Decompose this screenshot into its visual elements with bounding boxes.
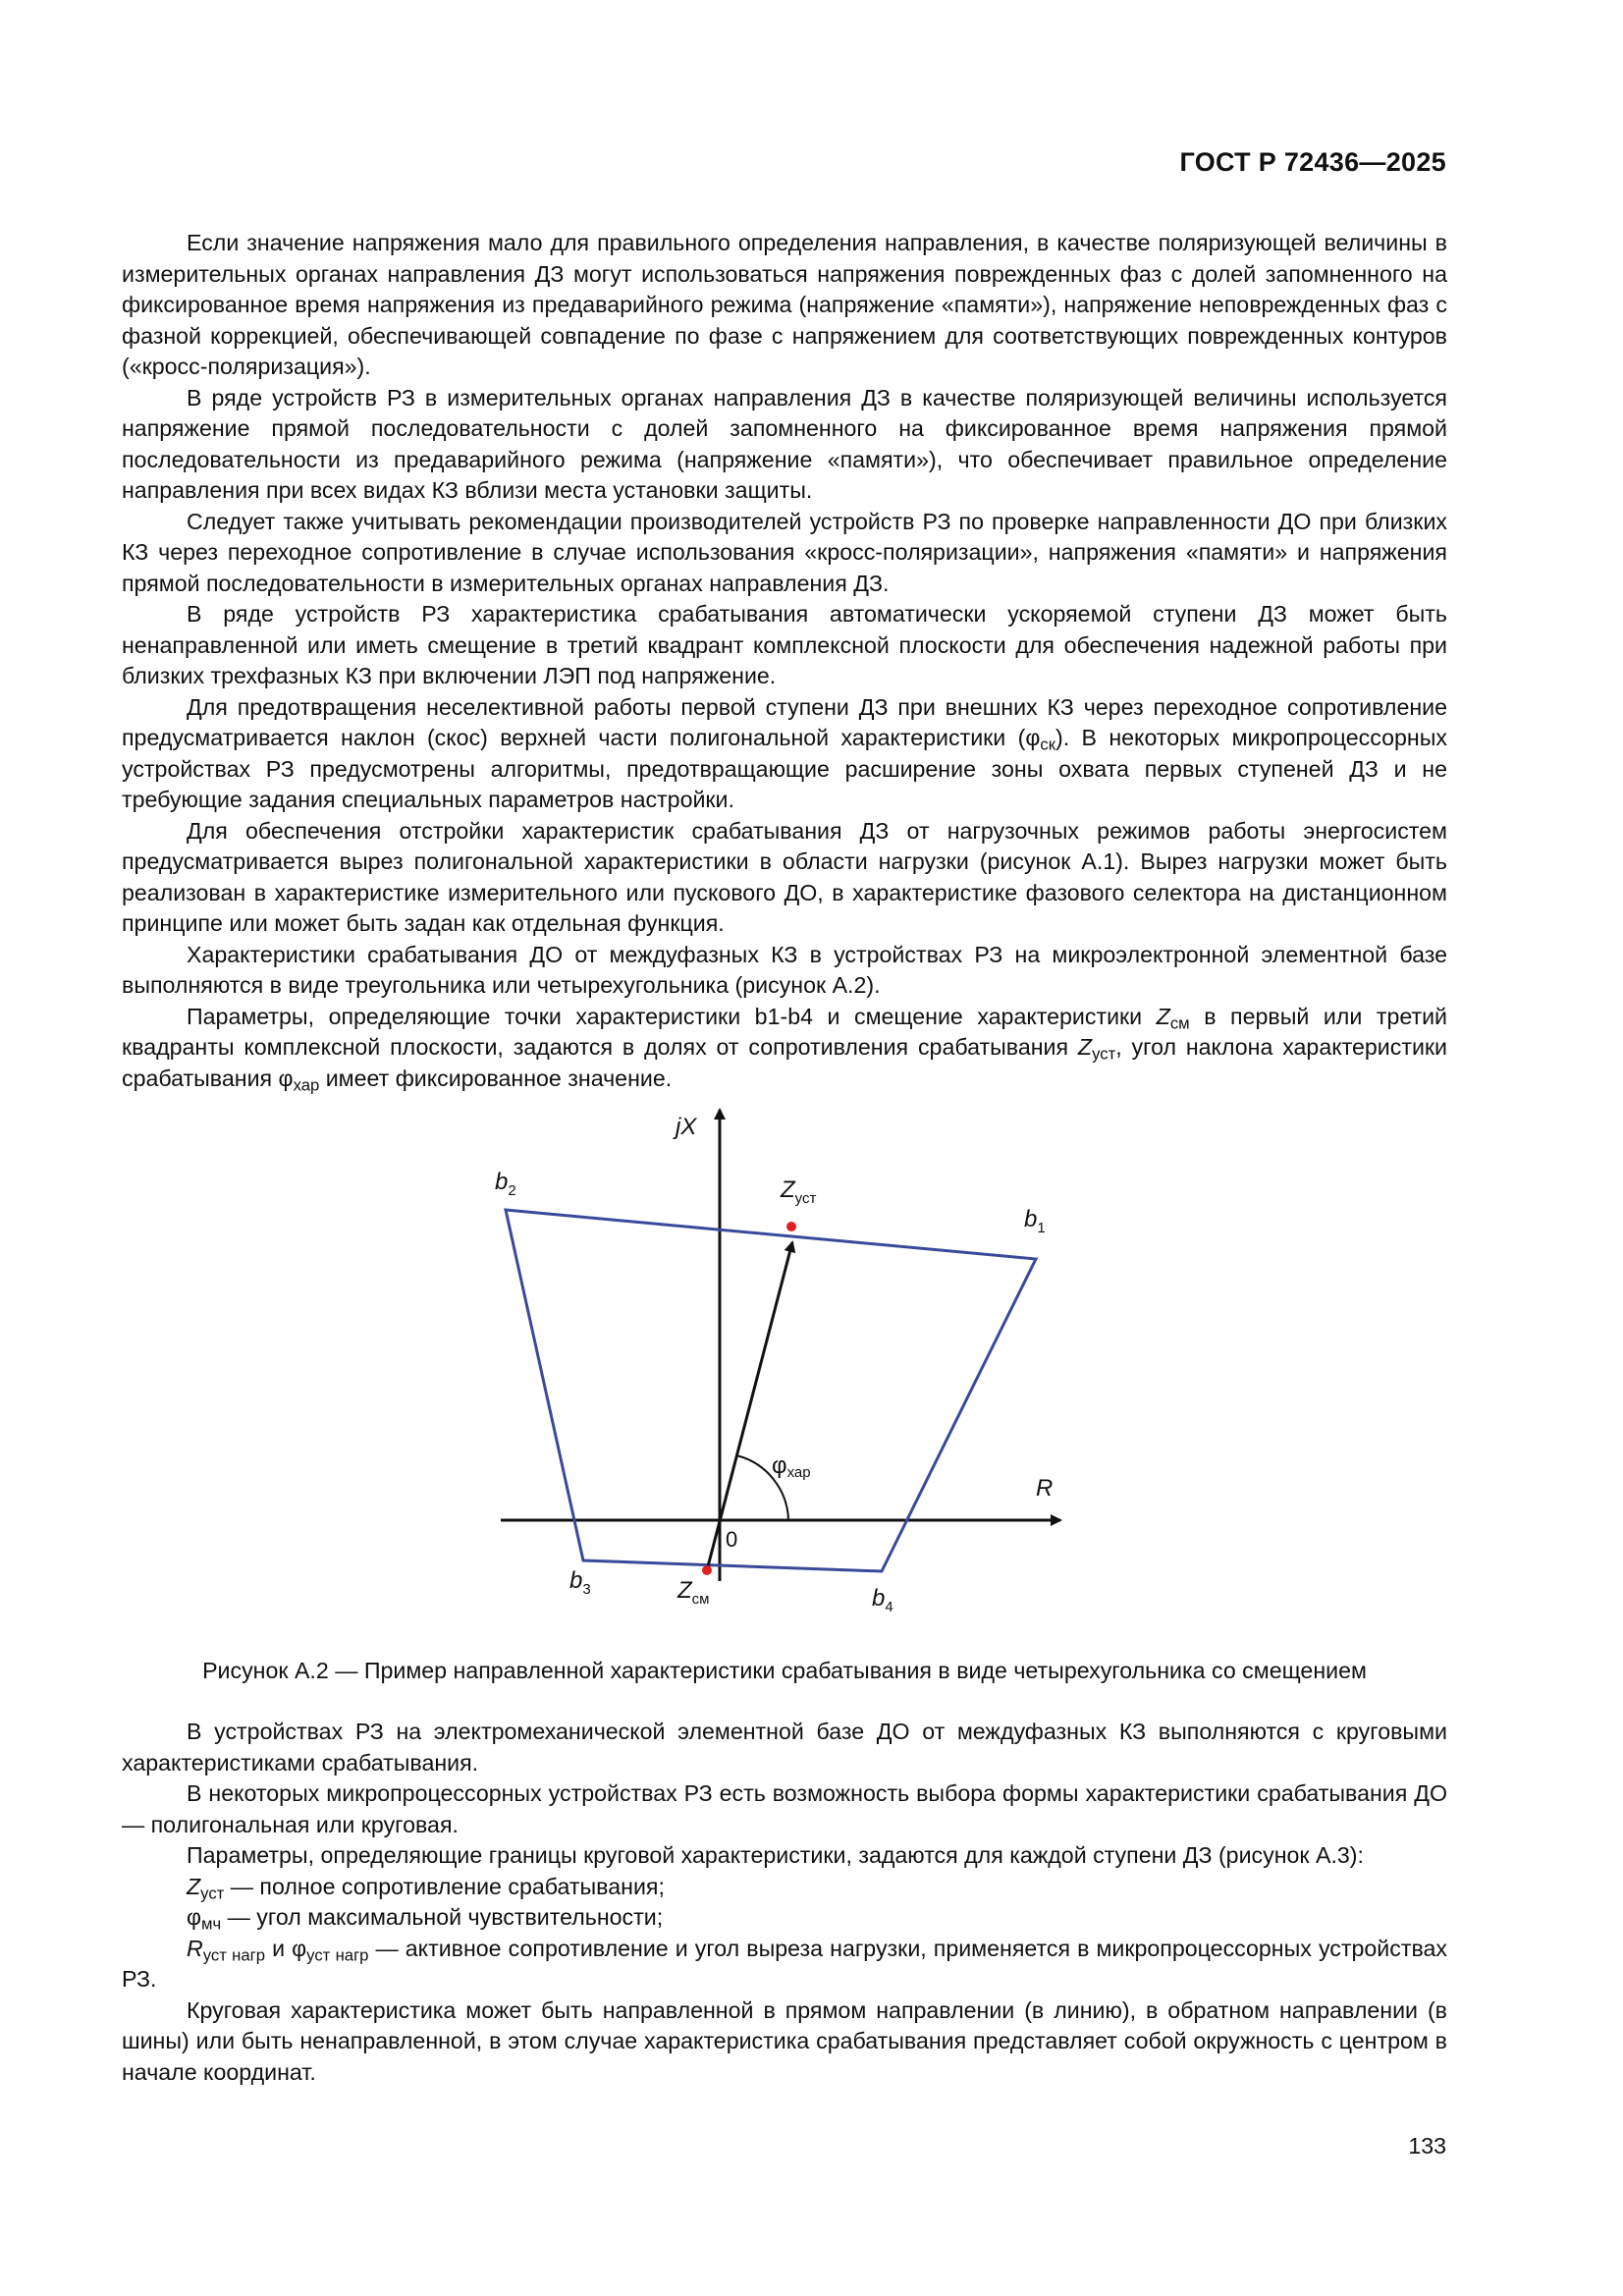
body-text-top [122, 228, 1447, 1094]
b1-label: $b_1$ [1024, 1206, 1046, 1236]
paragraph-8-part-b: в первый или третий квадранты комплексной плоскости, задаются в долях от сопротивления срабатывания [122, 1003, 1447, 1060]
paragraph-9: В устройствах РЗ на электромеханической элементной базе ДО от междуфазных КЗ выполняются с круговыми характеристиками срабатывания. [122, 1719, 1447, 1776]
characteristic-diagram [491, 1095, 1080, 1625]
b2-label: $b_2$ [495, 1169, 516, 1199]
body-text-bottom [122, 1717, 1447, 2088]
figure-a2-quadrilateral-characteristic [491, 1095, 1080, 1625]
paragraph-8-part-a: Параметры, определяющие точки характеристики b1-b4 и смещение характеристики [187, 1003, 1157, 1029]
item1-text: — полное сопротивление срабатывания; [224, 1873, 665, 1899]
list-item-phi-mch [122, 1902, 1447, 1934]
z-sm-subscript: см [1169, 1013, 1190, 1033]
paragraph-8-part-c: , угол наклона характеристики срабатывания φ [122, 1034, 1447, 1091]
paragraph-8 [122, 1002, 1447, 1095]
z-sm-label: $Z_{см}$ [677, 1577, 710, 1608]
paragraph-10: В некоторых микропроцессорных устройствах РЗ есть возможность выбора формы характеристики срабатывания ДО — полигональная или круговая. [122, 1780, 1447, 1837]
paragraph-6: Для обеспечения отстройки характеристик срабатывания ДЗ от нагрузочных режимов работы энергосистем предусматривается вырез полигональной характеристики в области нагрузки (рисунок А.1). Вырез нагрузки может быть реализован в характеристике измерительного или пускового ДО, в характеристике фазового селектора на дистанционном принципе или может быть задан как отдельная функция. [122, 817, 1447, 936]
paragraph-7: Характеристики срабатывания ДО от междуфазных КЗ в устройствах РЗ на микроэлектронной элементной базе выполняются в виде треугольника или четырехугольника (рисунок А.2). [122, 941, 1447, 998]
z-sm-symbol: Z [1156, 1003, 1170, 1029]
item3-mid: и φ [265, 1935, 307, 1961]
b4-label: $b_4$ [872, 1585, 893, 1615]
item2-subscript: мч [201, 1914, 222, 1934]
z-ust-point [786, 1222, 796, 1231]
quadrilateral-characteristic [506, 1210, 1036, 1571]
item1-subscript: уст [200, 1884, 225, 1903]
figure-caption: Рисунок А.2 — Пример направленной характеристики срабатывания в виде четырехугольника со смещением [202, 1658, 1367, 1683]
z-ust-symbol: Z [1077, 1034, 1093, 1060]
paragraph-5 [122, 692, 1447, 816]
paragraph-8-part-d: имеет фиксированное значение. [319, 1065, 673, 1091]
item2-symbol: φ [187, 1904, 202, 1930]
item3-subscript: уст нагр [202, 1945, 266, 1965]
phi-har-label: φхар [772, 1452, 811, 1481]
axis-r-label: R [1036, 1475, 1054, 1502]
paragraph-5-part-a: Для предотвращения неселективной работы первой ступени ДЗ при внешних КЗ через переходное сопротивление предусматривается наклон (скос) верхней части полигональной характеристики (φ [122, 693, 1447, 750]
list-item-z-ust [122, 1872, 1447, 1903]
item3-text: — активное сопротивление и угол выреза нагрузки, применяется в микропроцессорных устройствах РЗ. [122, 1935, 1447, 1992]
item1-symbol: Z [187, 1873, 201, 1899]
origin-label: 0 [726, 1527, 738, 1552]
page-number: 133 [1408, 2133, 1446, 2159]
axis-jx-label: jX [676, 1114, 697, 1140]
z-ust-label: $Z_{уст}$ [781, 1176, 817, 1207]
z-sm-point [702, 1565, 712, 1575]
paragraph-11: Параметры, определяющие границы круговой характеристики, задаются для каждой ступени ДЗ (рисунок А.3): [187, 1842, 1364, 1868]
b3-label: $b_3$ [569, 1567, 591, 1598]
paragraph-1: Если значение напряжения мало для правильного определения направления, в качестве поляризующей величины в измерительных органах направления ДЗ могут использоваться напряжения поврежденных фаз с долей запомненного на фиксированное время напряжения из предаварийного режима (напряжение «памяти»), напряжение неповрежденных фаз с фазной коррекцией, обеспечивающей совпадение по фазе с напряжением для соответствующих поврежденных контуров («кросс-поляризация»). [122, 230, 1447, 379]
item3-symbol: R [187, 1935, 203, 1961]
list-item-r-ust-nagr [122, 1934, 1447, 1995]
phi-har-subscript: хар [293, 1075, 320, 1095]
paragraph-2: В ряде устройств РЗ в измерительных органах направления ДЗ в качестве поляризующей величины используется напряжение прямой последовательности с долей запомненного на фиксированное время напряжения прямой последовательности из предаварийного режима (напряжение «памяти»), что обеспечивает правильное определение направления при всех видах КЗ вблизи места установки защиты. [122, 384, 1447, 503]
paragraph-3: Следует также учитывать рекомендации производителей устройств РЗ по проверке направленности ДО при близких КЗ через переходное сопротивление в случае использования «кросс-поляризации», напряжения «памяти» и напряжения прямой последовательности в измерительных органах направления ДЗ. [122, 508, 1447, 596]
paragraph-5-part-b: ). В некоторых микропроцессорных устройствах РЗ предусмотрены алгоритмы, предотвращающие расширение зоны охвата первых ступеней ДЗ и не требующие задания специальных параметров настройки. [122, 725, 1447, 812]
document-code-header: ГОСТ Р 72436—2025 [1179, 147, 1446, 177]
paragraph-12: Круговая характеристика может быть направленной в прямом направлении (в линию), в обратном направлении (в шины) или быть ненаправленной, в этом случае характеристика срабатывания представляет собой окружность с центром в начале координат. [122, 1996, 1447, 2085]
item3-subscript-2: уст нагр [306, 1945, 369, 1965]
item2-text: — угол максимальной чувствительности; [221, 1904, 664, 1930]
paragraph-4: В ряде устройств РЗ характеристика срабатывания автоматически ускоряемой ступени ДЗ может быть ненаправленной или иметь смещение в третий квадрант комплексной плоскости для обеспечения надежной работы при близких трехфазных КЗ при включении ЛЭП под напряжение. [122, 601, 1447, 688]
phi-sk-subscript: ск [1040, 735, 1056, 754]
z-ust-subscript: уст [1092, 1044, 1116, 1064]
